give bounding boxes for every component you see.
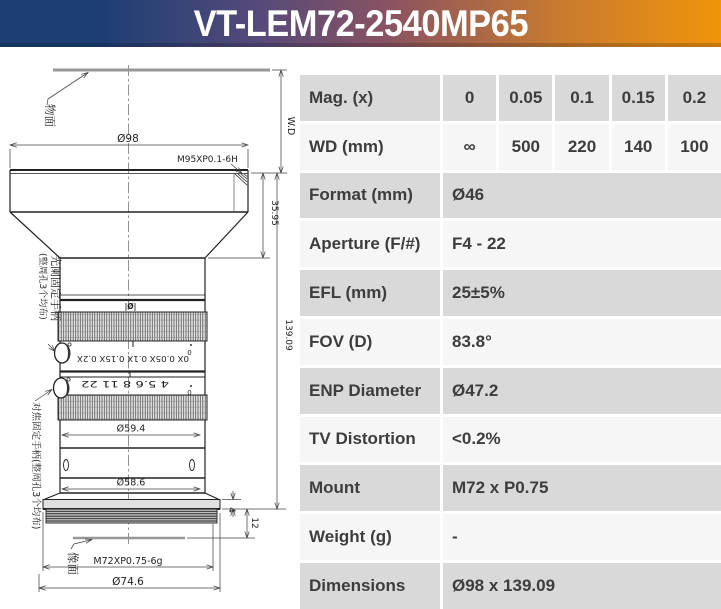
spec-table: [300, 75, 721, 609]
spec-value: 83.8°: [443, 319, 721, 365]
spec-value: 100: [668, 124, 721, 170]
spec-value: 220: [555, 124, 608, 170]
spec-row-3: [300, 221, 721, 267]
spec-value: 140: [612, 124, 665, 170]
spec-value: 0.1: [555, 75, 608, 121]
spec-row-7: [300, 417, 721, 463]
label-image-plane: 像面: [66, 552, 80, 575]
spec-row-1: [300, 124, 721, 170]
scale-index-dot-1: [190, 344, 192, 346]
dim-mount-thread: M72XP0.75-6g: [93, 556, 163, 567]
spec-value: Ø98 x 139.09: [443, 563, 721, 609]
spec-row-4: [300, 270, 721, 316]
dim-front-diameter: Ø98: [117, 133, 139, 145]
dim-total-length: 139.09: [283, 319, 293, 351]
spec-row-8: [300, 465, 721, 511]
spec-value: M72 x P0.75: [443, 465, 721, 511]
dim-thread-length: 12: [249, 517, 259, 529]
spec-value: 0.05: [499, 75, 552, 121]
spec-row-0: [300, 75, 721, 121]
spec-value: Ø46: [443, 173, 721, 219]
header-banner: [0, 0, 721, 47]
spec-label: ENP Diameter: [300, 368, 440, 414]
spec-value: 0.2: [668, 75, 721, 121]
spec-label: TV Distortion: [300, 417, 440, 463]
spec-value: Ø47.2: [443, 368, 721, 414]
dim-front-length: 35.95: [269, 200, 279, 226]
mount-flange: [43, 500, 220, 510]
scale-index-dot-2: [190, 385, 192, 387]
scale-index-zero-1: 0: [187, 349, 192, 357]
label-iris-lock-1: 光阑固定手柄: [49, 255, 62, 321]
spec-value: 500: [499, 124, 552, 170]
label-iris-lock-2: (整周孔3个均布): [37, 253, 47, 320]
spec-row-9: [300, 514, 721, 560]
spec-label: FOV (D): [300, 319, 440, 365]
spec-label: Format (mm): [300, 173, 440, 219]
mount-thread-section: [46, 509, 217, 523]
aperture-scale-ring-text: 4 5.6 8 11 22: [81, 378, 169, 388]
spec-value: <0.2%: [443, 417, 721, 463]
label-object-plane: 物面: [43, 104, 57, 127]
brand-logo-mark: |Ø|: [124, 302, 137, 311]
spec-label: Aperture (F/#): [300, 221, 440, 267]
mag-scale-ring-text: 0X 0.05X 0.1X 0.15X 0.2X: [76, 354, 189, 363]
iris-lock-knob: [55, 343, 72, 363]
spec-value: -: [443, 514, 721, 560]
spec-label: Dimensions: [300, 563, 440, 609]
spec-value: ∞: [443, 124, 496, 170]
setscrew-hole-left: [64, 460, 69, 471]
scale-index-zero-2: 0: [187, 389, 192, 397]
spec-row-10: [300, 563, 721, 609]
label-focus-lock: 对焦固定手柄(整周孔3个均布): [30, 402, 41, 530]
dim-wd: W.D: [285, 116, 296, 136]
spec-label: EFL (mm): [300, 270, 440, 316]
dim-lower-diameter: Ø58.6: [116, 477, 146, 489]
spec-value: F4 - 22: [443, 221, 721, 267]
dim-flange-thickness: 4: [226, 507, 236, 513]
spec-row-6: [300, 368, 721, 414]
spec-row-2: [300, 173, 721, 219]
dim-mount-diameter: Ø74.6: [112, 576, 144, 588]
lens-body-outline: [10, 170, 248, 523]
spec-label: WD (mm): [300, 124, 440, 170]
spec-label: Weight (g): [300, 514, 440, 560]
dim-mid-diameter: Ø59.4: [116, 423, 146, 435]
product-title: VT-LEM72-2540MP65: [193, 2, 528, 44]
lens-technical-drawing: [0, 47, 300, 608]
setscrew-hole-right: [190, 460, 195, 471]
spec-value: 25±5%: [443, 270, 721, 316]
dim-front-thread: M95XP0.1-6H: [177, 155, 238, 165]
spec-label: Mount: [300, 465, 440, 511]
spec-row-5: [300, 319, 721, 365]
spec-value: 0.15: [612, 75, 665, 121]
spec-value: 0: [443, 75, 496, 121]
spec-label: Mag. (x): [300, 75, 440, 121]
